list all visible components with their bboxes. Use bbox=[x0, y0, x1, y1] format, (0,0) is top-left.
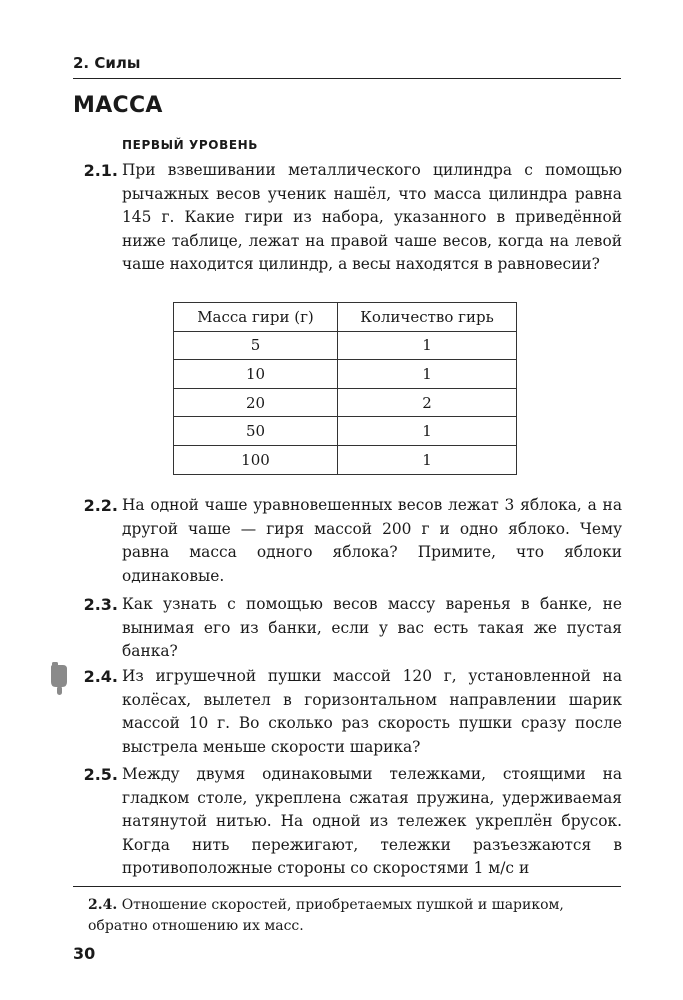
table-cell: 2 bbox=[338, 388, 517, 417]
table-cell: 1 bbox=[338, 360, 517, 389]
table-cell: 1 bbox=[338, 445, 517, 474]
problem-2-5 bbox=[70, 763, 622, 881]
footnote-divider bbox=[73, 886, 621, 887]
table-cell: 10 bbox=[174, 360, 338, 389]
pointing-hand-icon bbox=[49, 662, 69, 696]
problem-number: 2.3. bbox=[83, 595, 118, 614]
table-row bbox=[174, 417, 517, 446]
problem-text: Как узнать с помощью весов массу варенья в банке, не вынимая его из банки, если у вас есть такая же пустая банка? bbox=[122, 595, 622, 661]
table-cell: 100 bbox=[174, 445, 338, 474]
table-row bbox=[174, 445, 517, 474]
table-header-row bbox=[174, 303, 517, 332]
problem-2-1 bbox=[70, 159, 622, 277]
table-row bbox=[174, 360, 517, 389]
problem-number: 2.4. bbox=[83, 667, 118, 686]
table-cell: 1 bbox=[338, 417, 517, 446]
problem-text: При взвешивании металлического цилиндра с помощью рычажных весов ученик нашёл, что масса цилиндра равна 145 г. Какие гири из набора, указанного в приведённой ниже таблице, лежат на правой чаше весов, когда на левой чаше находится цилиндр, а весы находятся в равновесии? bbox=[122, 161, 622, 274]
table-row bbox=[174, 331, 517, 360]
problem-number: 2.5. bbox=[83, 765, 118, 784]
problem-number: 2.1. bbox=[83, 161, 118, 180]
problem-2-3 bbox=[70, 593, 622, 664]
problem-text: Между двумя одинаковыми тележками, стоящими на гладком столе, укреплена сжатая пружина, удерживаемая натянутой нитью. На одной из тележек укреплён брусок. Когда нить пережигают, тележки разъезжаются в противоположные стороны со скоростями 1 м/с и bbox=[122, 765, 622, 878]
problem-number: 2.2. bbox=[83, 496, 118, 515]
problem-text: На одной чаше уравновешенных весов лежат 3 яблока, а на другой чаше — гиря массой 200 г и одно яблоко. Чему равна масса одного яблока? Примите, что яблоки одинаковые. bbox=[122, 496, 622, 585]
problem-text: Из игрушечной пушки массой 120 г, установленной на колёсах, вылетел в горизонтальном направлении шарик массой 10 г. Во сколько раз скорость пушки сразу после выстрела меньше скорости шарика? bbox=[122, 667, 622, 756]
running-header: 2. Силы bbox=[73, 54, 141, 72]
table-cell: 1 bbox=[338, 331, 517, 360]
table-row bbox=[174, 388, 517, 417]
page-number: 30 bbox=[73, 944, 96, 963]
problem-2-4 bbox=[70, 665, 622, 759]
column-header: Количество гирь bbox=[338, 303, 517, 332]
table-cell: 5 bbox=[174, 331, 338, 360]
difficulty-level: ПЕРВЫЙ УРОВЕНЬ bbox=[122, 138, 259, 152]
column-header: Масса гири (г) bbox=[174, 303, 338, 332]
weights-table bbox=[173, 302, 517, 475]
section-title: МАССА bbox=[73, 93, 163, 118]
table-cell: 20 bbox=[174, 388, 338, 417]
footnote-number: 2.4. bbox=[88, 897, 118, 913]
footnote-text: Отношение скоростей, приобретаемых пушкой и шариком, обратно отношению их масс. bbox=[88, 897, 564, 934]
footnote bbox=[88, 895, 622, 937]
table-cell: 50 bbox=[174, 417, 338, 446]
problem-2-2 bbox=[70, 494, 622, 588]
header-divider bbox=[73, 78, 621, 79]
